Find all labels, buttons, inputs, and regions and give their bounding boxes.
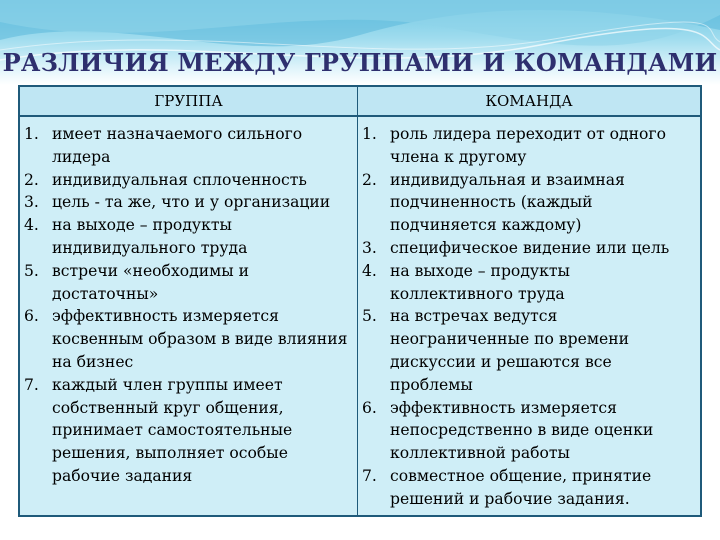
- item-text: индивидуальная и взаимная подчиненность (каждый подчиняется каждому): [390, 170, 625, 235]
- team-column: [358, 117, 700, 517]
- item-number: 5.: [362, 307, 377, 326]
- item-number: 4.: [362, 261, 377, 280]
- item-text: на выходе – продукты коллективного труда: [390, 261, 570, 303]
- item-number: 4.: [24, 216, 39, 235]
- column-header-team: КОМАНДА: [358, 87, 700, 117]
- item-text: имеет назначаемого сильного лидера: [52, 125, 303, 166]
- item-text: совместное общение, принятие решений и рабочие задания.: [390, 466, 652, 508]
- item-number: 3.: [24, 193, 39, 212]
- team-list: [362, 123, 694, 511]
- list-item: [24, 191, 351, 214]
- item-number: 7.: [362, 466, 377, 485]
- item-text: эффективность измеряется косвенным образом в виде влияния на бизнес: [52, 307, 348, 371]
- item-number: 3.: [362, 238, 377, 257]
- list-item: [24, 374, 351, 488]
- item-number: 6.: [362, 398, 377, 417]
- item-text: эффективность измеряется непосредственно в виде оценки коллективной работы: [390, 398, 654, 463]
- item-text: встречи «необходимы и достаточны»: [52, 261, 250, 303]
- item-text: роль лидера переходит от одного члена к другому: [390, 125, 666, 166]
- list-item: [24, 214, 351, 260]
- item-number: 1.: [24, 125, 39, 143]
- list-item: [362, 260, 694, 306]
- list-item: [24, 260, 351, 306]
- item-text: каждый член группы имеет собственный круг общения, принимает самостоятельные решения, выполняет особые рабочие задания: [52, 375, 293, 485]
- item-number: 7.: [24, 375, 39, 394]
- list-item: [362, 305, 694, 396]
- item-number: 2.: [24, 170, 39, 189]
- item-number: 2.: [362, 170, 377, 189]
- list-item: [362, 123, 694, 169]
- item-text: цель - та же, что и у организации: [52, 193, 331, 212]
- list-item: [24, 305, 351, 373]
- group-column: [20, 117, 358, 517]
- column-header-group: ГРУППА: [20, 87, 358, 117]
- list-item: [362, 169, 694, 237]
- item-text: на выходе – продукты индивидуального труда: [52, 216, 248, 257]
- item-text: специфическое видение или цель: [390, 238, 670, 257]
- comparison-table: [18, 85, 702, 517]
- list-item: [362, 237, 694, 260]
- item-number: 5.: [24, 261, 39, 280]
- list-item: [362, 397, 694, 465]
- slide-title: РАЗЛИЧИЯ МЕЖДУ ГРУППАМИ И КОМАНДАМИ: [2, 48, 718, 77]
- item-text: на встречах ведутся неограниченные по времени дискуссии и решаются все проблемы: [390, 307, 630, 394]
- item-number: 1.: [362, 125, 377, 143]
- group-list: [24, 123, 351, 488]
- list-item: [24, 169, 351, 192]
- list-item: [24, 123, 351, 169]
- item-number: 6.: [24, 307, 39, 326]
- item-text: индивидуальная сплоченность: [52, 170, 307, 189]
- list-item: [362, 465, 694, 511]
